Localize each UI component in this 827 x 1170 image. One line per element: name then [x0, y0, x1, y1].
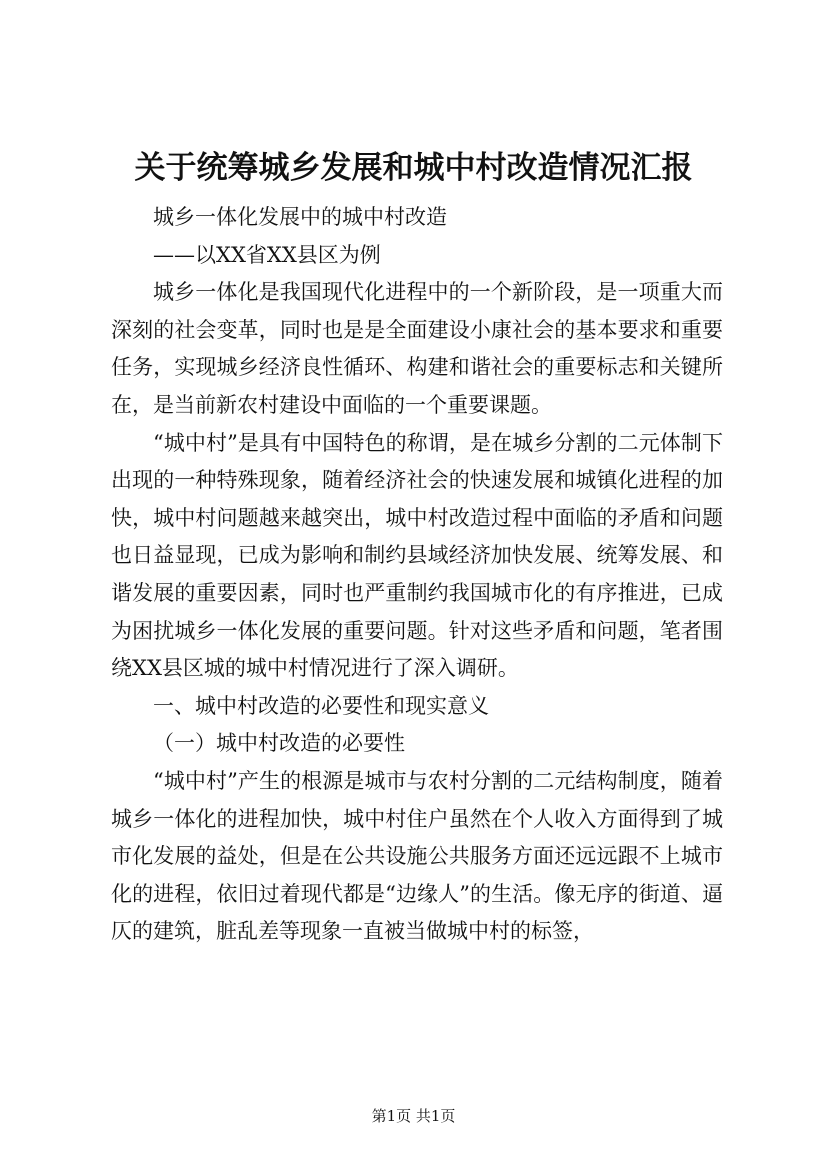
- paragraph-intro: 城乡一体化是我国现代化进程中的一个新阶段，是一项重大而深刻的社会变革，同时也是是全面建设小康社会的基本要求和重要任务，实现城乡经济良性循环、构建和谐社会的重要标志和关键所在，是当前新农村建设中面临的一个重要课题。: [111, 280, 723, 417]
- section-heading-1: 一、城中村改造的必要性和现实意义: [153, 693, 489, 718]
- section-heading-2: （一）城中村改造的必要性: [153, 731, 405, 756]
- page-footer: 第1页 共1页: [371, 1107, 456, 1125]
- byline: ——以XX省XX县区为例: [153, 242, 381, 267]
- document-title: 关于统筹城乡发展和城中村改造情况汇报: [134, 150, 693, 186]
- paragraph-city-village: “城中村”是具有中国特色的称谓，是在城乡分割的二元体制下出现的一种特殊现象，随着经济社会的快速发展和城镇化进程的加快，城中村问题越来越突出，城中村改造过程中面临的矛盾和问题也日益显现，已成为影响和制约县域经济加快发展、统筹发展、和谐发展的重要因素，同时也严重制约我国城市化的有序推进，已成为困扰城乡一体化发展的重要问题。针对这些矛盾和问题，笔者围绕XX县区城的城中村情况进行了深入调研。: [111, 430, 723, 681]
- subtitle: 城乡一体化发展中的城中村改造: [153, 205, 447, 229]
- document-body: [111, 199, 723, 951]
- paragraph-origin: “城中村”产生的根源是城市与农村分割的二元结构制度，随着城乡一体化的进程加快，城中村住户虽然在个人收入方面得到了城市化发展的益处，但是在公共设施公共服务方面还远远跟不上城市化的进程，依旧过着现代都是“边缘人”的生活。像无序的街道、逼仄的建筑，脏乱差等现象一直被当做城中村的标签，: [111, 768, 723, 944]
